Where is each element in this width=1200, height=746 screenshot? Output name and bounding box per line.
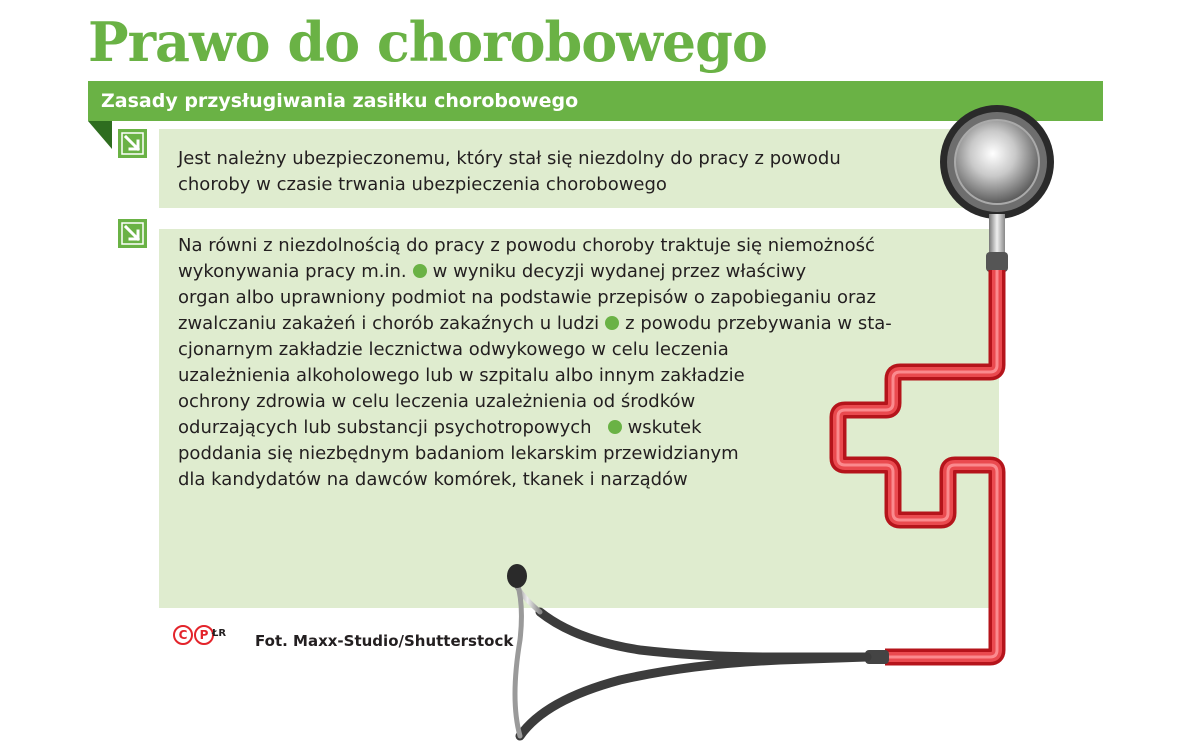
logo-letter: P <box>194 625 214 645</box>
text-line: uzależnienia alkoholowego lub w szpitalu albo innym zakładzie <box>178 365 745 386</box>
publisher-logo <box>173 624 215 644</box>
text-segment: wykonywania pracy m.in. <box>178 261 407 282</box>
page-title: Prawo do chorobowego <box>88 10 767 74</box>
section-header-text: Zasady przysługiwania zasiłku chorobowego <box>101 90 579 112</box>
text-line: organ albo uprawniony podmiot na podstawie przepisów o zapobieganiu oraz <box>178 287 876 308</box>
logo-letter: C <box>173 625 193 645</box>
text-line: Jest należny ubezpieczonemu, który stał się niezdolny do pracy z powodu <box>178 148 841 169</box>
text-segment: w wyniku decyzji wydanej przez właściwy <box>432 261 807 282</box>
text-line: choroby w czasie trwania ubezpieczenia chorobowego <box>178 174 667 195</box>
binaurals <box>507 564 889 736</box>
text-line: Na równi z niezdolnością do pracy z powodu choroby traktuje się niemożność <box>178 235 875 256</box>
text-line: ochrony zdrowia w celu leczenia uzależnienia od środków <box>178 391 696 412</box>
text-line: poddania się niezbędnym badaniom lekarskim przewidzianym <box>178 443 739 464</box>
text-segment: z powodu przebywania w sta- <box>625 313 892 334</box>
chest-piece <box>940 105 1054 272</box>
text-segment: zwalczaniu zakażeń i chorób zakaźnych u ludzi <box>178 313 600 334</box>
text-line: cjonarnym zakładzie lecznictwa odwykowego w celu leczenia <box>178 339 729 360</box>
text-segment: odurzających lub substancji psychotropowych <box>178 417 592 438</box>
photo-credit: Fot. Maxx-Studio/Shutterstock <box>255 632 514 650</box>
text-line: dla kandydatów na dawców komórek, tkanek i narządów <box>178 469 688 490</box>
author-initials: ŁR <box>212 628 227 639</box>
text-segment: wskutek <box>627 417 702 438</box>
